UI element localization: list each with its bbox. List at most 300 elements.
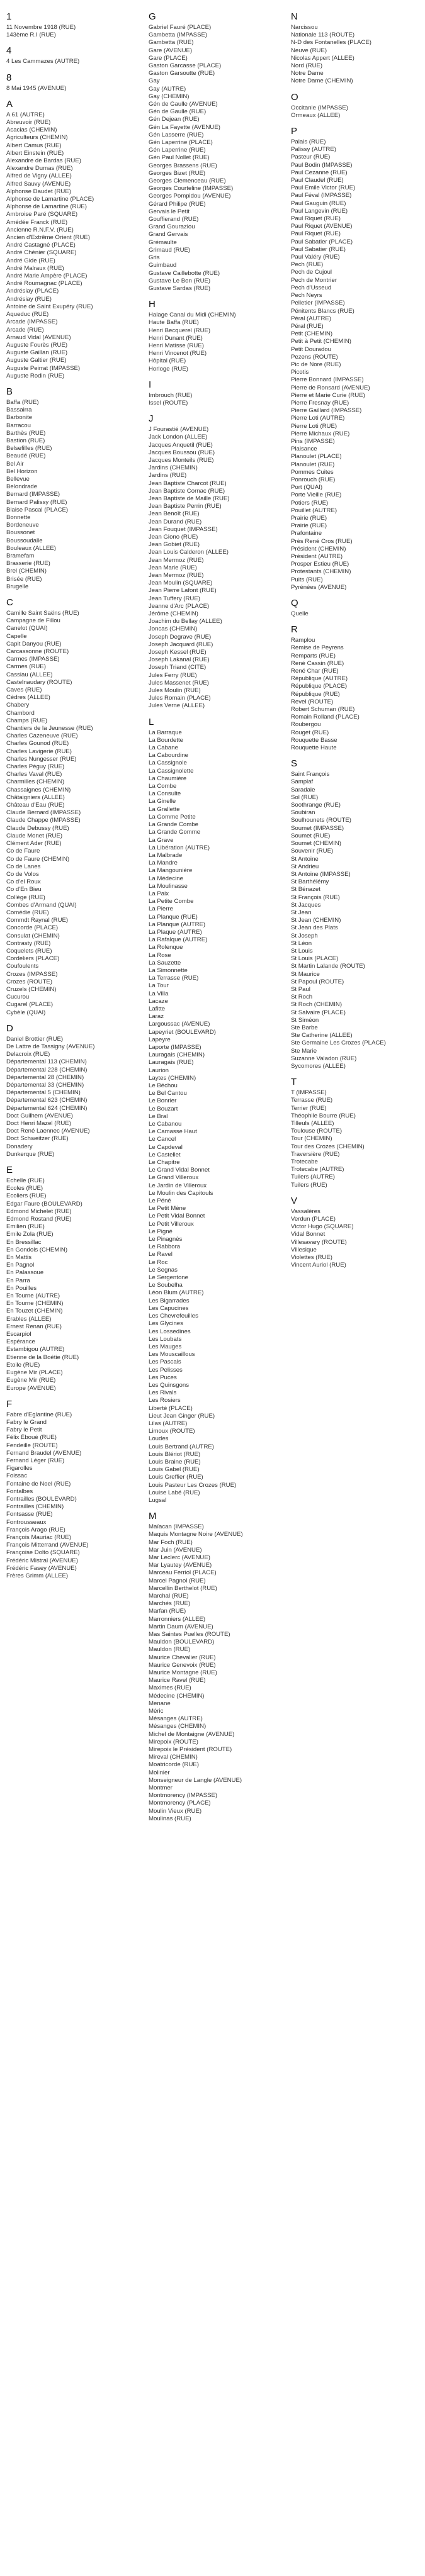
street-name: Moatricorde (RUE) [149, 1761, 199, 1769]
index-column-3 [291, 11, 425, 1823]
street-name: Mésanges (CHEMIN) [149, 1723, 207, 1730]
street-name: Etoile (RUE) [6, 1361, 40, 1369]
street-name: René Cassin (RUE) [291, 659, 344, 667]
street-name: Félix Éboué (RUE) [6, 1434, 57, 1442]
street-list [149, 311, 286, 373]
street-name: La Rose [149, 951, 171, 959]
street-name: Arcade (IMPASSE) [6, 318, 58, 326]
street-name: Le Péné [149, 1197, 171, 1205]
letter-section [149, 717, 286, 1505]
street-name: Gén Laperrine (RUE) [149, 147, 206, 154]
street-name: Lapeyriet (BOULEVARD) [149, 1028, 216, 1036]
street-name: Jack London (ALLEE) [149, 434, 208, 441]
street-name: La Cassignole [149, 759, 187, 767]
street-name: Victor Hugo (SQUARE) [291, 1223, 354, 1231]
street-name: En Pouilles [6, 1284, 37, 1292]
street-name: Jean Louis Calderon (ALLEE) [149, 549, 229, 556]
street-name: St Siméon [291, 1016, 319, 1024]
street-name: Le Bouzart [149, 1105, 178, 1112]
street-name: Georges Brassens (RUE) [149, 162, 217, 169]
street-name: Horloge (RUE) [149, 365, 188, 372]
street-name: Castelnaudary (ROUTE) [6, 678, 72, 686]
street-name: Doct René Laennec (AVENUE) [6, 1128, 90, 1135]
street-name: Soubiran [291, 809, 315, 817]
street-name: Maïacan (IMPASSE) [149, 1523, 204, 1531]
street-name: Le Ravel [149, 1251, 173, 1258]
street-name: Maurice Ravel (RUE) [149, 1677, 206, 1684]
street-name: Ecoliers (RUE) [6, 1192, 47, 1200]
street-name: Brasserie (RUE) [6, 560, 50, 568]
street-name: Planoulet (RUE) [291, 461, 335, 468]
street-name: Co de Lanes [6, 863, 41, 870]
street-list [149, 729, 286, 1505]
street-name: Jean Baptiste Cornac (RUE) [149, 487, 225, 495]
street-name: Henri Dunant (RUE) [149, 334, 203, 342]
letter-section [6, 72, 144, 92]
street-name: Joseph Degrave (RUE) [149, 633, 212, 641]
street-list [149, 24, 286, 293]
street-name: Hôpital (RUE) [149, 357, 186, 365]
street-name: Limoux (ROUTE) [149, 1428, 195, 1435]
letter-section [291, 1196, 425, 1270]
street-name: Haute Baffa (RUE) [149, 319, 199, 327]
street-name: T (IMPASSE) [291, 1089, 327, 1097]
street-name: Tour des Crozes (CHEMIN) [291, 1143, 365, 1150]
street-name: Andrésiay (RUE) [6, 295, 52, 303]
street-name: Pech Neyrs [291, 292, 322, 300]
street-name: Bernard (IMPASSE) [6, 491, 60, 498]
street-name: Joncas (CHEMIN) [149, 625, 198, 633]
street-name: Brugelle [6, 583, 29, 590]
street-name: St Roch (CHEMIN) [291, 1001, 343, 1009]
street-name: La Mandre [149, 860, 178, 867]
street-name: St Jean (CHEMIN) [291, 917, 341, 924]
street-name: Mirepoix (ROUTE) [149, 1738, 198, 1745]
street-name: Auguste Gaillan (RUE) [6, 349, 68, 357]
street-name: Lauragais (CHEMIN) [149, 1051, 205, 1059]
section-letter-heading: G [149, 11, 156, 22]
street-name: Mauldon (RUE) [149, 1646, 191, 1654]
street-name: Pierre de Ronsard (AVENUE) [291, 384, 370, 391]
street-name: Gén Dejean (RUE) [149, 116, 200, 123]
street-name: Trotecabe (AUTRE) [291, 1166, 344, 1173]
street-name: Suzanne Valadon (RUE) [291, 1055, 357, 1062]
street-name: Pommes Cuites [291, 468, 334, 476]
street-name: Mireval (CHEMIN) [149, 1754, 198, 1761]
street-name: Jules Ferry (RUE) [149, 671, 197, 679]
street-name: Cybèle (QUAI) [6, 1009, 46, 1016]
street-list [149, 392, 286, 407]
street-name: Aqueduc (RUE) [6, 311, 49, 318]
street-name: Terrasse (RUE) [291, 1097, 333, 1104]
street-name: Ste Germaine Les Crozes (PLACE) [291, 1039, 386, 1047]
street-name: Gare (PLACE) [149, 54, 188, 62]
street-name: Echelle (RUE) [6, 1177, 45, 1185]
street-name: Planoulet (PLACE) [291, 453, 342, 461]
street-name: Capit Danyou (RUE) [6, 640, 62, 647]
section-letter-heading: N [291, 11, 298, 22]
street-name: Verdun (PLACE) [291, 1216, 336, 1223]
letter-section [6, 11, 144, 39]
street-name: La Planque (RUE) [149, 913, 198, 921]
street-name: Grimaud (RUE) [149, 246, 191, 254]
street-name: Tilleuls (ALLEE) [291, 1120, 334, 1127]
street-name: Ancien d'Extrême Orient (RUE) [6, 234, 90, 242]
street-name: Potiers (RUE) [291, 499, 329, 507]
street-name: Joseph Jacquard (RUE) [149, 641, 213, 648]
street-list [291, 1208, 425, 1270]
street-name: Les Rosiers [149, 1397, 181, 1404]
street-name: Foissac [6, 1472, 28, 1480]
street-name: Le Castellet [149, 1151, 181, 1158]
street-name: Jules Moulin (RUE) [149, 687, 201, 695]
street-name: Jean Gobiet (RUE) [149, 541, 200, 549]
letter-section [6, 45, 144, 65]
street-name: En Mattis [6, 1254, 31, 1262]
street-name: En Tourne (CHEMIN) [6, 1300, 64, 1308]
section-letter-heading: L [149, 716, 154, 727]
street-name: Carmes (RUE) [6, 663, 46, 671]
street-name: Ancienne R.N.F.V. (RUE) [6, 226, 74, 233]
street-name: Jean Baptiste Perrin (RUE) [149, 503, 222, 510]
street-name: Caves (RUE) [6, 686, 42, 694]
street-list [6, 58, 144, 65]
street-name: Château d'Eau (RUE) [6, 802, 65, 809]
street-name: Le Bral [149, 1112, 168, 1120]
street-name: Maquis Montagne Noire (AVENUE) [149, 1531, 243, 1538]
letter-section [149, 1511, 286, 1823]
street-name: Pyrénées (AVENUE) [291, 583, 347, 591]
street-name: François Mitterrand (AVENUE) [6, 1542, 89, 1549]
street-name: Gay (CHEMIN) [149, 92, 190, 100]
street-name: Grand Gouraziou [149, 223, 195, 231]
street-name: Laporte (IMPASSE) [149, 1043, 201, 1051]
street-name: Gén Lasserre (RUE) [149, 131, 204, 138]
letter-section [6, 99, 144, 380]
street-name: Louis Greffier (RUE) [149, 1474, 203, 1481]
street-name: Michel de Montaigne (AVENUE) [149, 1730, 235, 1738]
street-name: Président (CHEMIN) [291, 545, 346, 552]
street-list [291, 610, 425, 618]
street-name: Emilien (RUE) [6, 1223, 45, 1231]
street-name: Départemental 624 (CHEMIN) [6, 1104, 88, 1112]
letter-section [6, 1023, 144, 1158]
street-name: Jean Tuffery (RUE) [149, 595, 200, 602]
street-name: Gén Paul Nollet (RUE) [149, 154, 210, 162]
street-name: La Grave [149, 836, 174, 844]
street-name: Bastion (RUE) [6, 437, 45, 444]
street-name: Frédéric Fasey (AVENUE) [6, 1564, 77, 1572]
street-name: Soumet (RUE) [291, 832, 331, 839]
street-name: Lauragais (RUE) [149, 1059, 194, 1067]
street-name: Gén de Gaulle (RUE) [149, 108, 207, 116]
street-name: Carcassonne (ROUTE) [6, 648, 69, 656]
street-name: Pezens (ROUTE) [291, 353, 338, 361]
street-name: Paul Langevin (RUE) [291, 207, 348, 215]
street-name: Grémaulte [149, 238, 177, 246]
street-name: Marcel Pagnol (RUE) [149, 1577, 206, 1584]
street-name: Nord (RUE) [291, 62, 323, 70]
letter-section [291, 92, 425, 120]
street-name: Ramplou [291, 637, 315, 644]
street-name: Fontaine de Noel (RUE) [6, 1480, 71, 1487]
street-name: Prairie (RUE) [291, 522, 327, 530]
street-name: La Pierre [149, 905, 173, 913]
street-name: Brisée (RUE) [6, 575, 42, 583]
street-name: La Moulinasse [149, 882, 188, 890]
street-name: Pierre Bonnard (IMPASSE) [291, 376, 364, 384]
street-name: Marchés (RUE) [149, 1600, 191, 1608]
street-name: Prairie (RUE) [291, 514, 327, 522]
street-name: Mar Juin (AVENUE) [149, 1546, 202, 1554]
street-name: Le Bonrier [149, 1097, 177, 1105]
section-letter-heading: I [149, 379, 152, 390]
street-name: St Andrieu [291, 863, 319, 870]
section-letter-heading: O [291, 91, 298, 103]
street-name: Gambetta (IMPASSE) [149, 31, 208, 39]
street-name: St François (RUE) [291, 893, 340, 901]
street-name: Paul Sabatier (PLACE) [291, 238, 353, 245]
street-name: Lapeyre [149, 1036, 171, 1043]
street-name: Picotis [291, 369, 309, 376]
street-name: Notre Dame [291, 70, 324, 77]
street-name: La Petite Combe [149, 898, 194, 905]
street-name: Jean Giono (RUE) [149, 533, 198, 540]
street-name: Marfan (RUE) [149, 1608, 186, 1615]
street-name: Saradale [291, 786, 315, 793]
street-name: La Paix [149, 890, 169, 897]
street-name: Le Cancel [149, 1136, 176, 1143]
street-name: Issel (ROUTE) [149, 399, 188, 406]
street-name: Tuilers (RUE) [291, 1181, 327, 1189]
street-name: St Martin Lalande (ROUTE) [291, 963, 365, 970]
street-name: Les Chevrefeuilles [149, 1313, 198, 1320]
street-name: Violettes (RUE) [291, 1254, 332, 1262]
street-name: André Marie Ampère (PLACE) [6, 272, 88, 280]
street-name: Jean Marie (RUE) [149, 564, 197, 571]
street-name: Départemental 113 (CHEMIN) [6, 1058, 87, 1066]
street-name: Les Bigarrades [149, 1297, 190, 1304]
street-list [291, 1089, 425, 1189]
street-name: Estambigou (AUTRE) [6, 1346, 65, 1353]
letter-section [291, 758, 425, 1070]
street-name: Le Petit Vidal Bonnet [149, 1212, 205, 1220]
street-name: Porte Vieille (RUE) [291, 491, 342, 499]
street-name: Agriculteurs (CHEMIN) [6, 134, 68, 142]
street-name: Le Pigné [149, 1228, 173, 1235]
street-list [149, 426, 286, 710]
street-name: Châtaigniers (ALLEE) [6, 793, 65, 801]
street-name: St Papoul (ROUTE) [291, 978, 344, 985]
street-name: Auguste Peirrat (IMPASSE) [6, 364, 81, 372]
street-name: Collège (RUE) [6, 893, 45, 901]
letter-section [291, 126, 425, 591]
street-name: Péral (RUE) [291, 322, 324, 330]
street-name: Paul Riquet (RUE) [291, 230, 341, 238]
street-name: Ormeaux (ALLEE) [291, 111, 341, 119]
street-name: Arcade (RUE) [6, 326, 44, 333]
street-name: Françoise Dolto (SQUARE) [6, 1549, 80, 1557]
street-name: Barthès (RUE) [6, 429, 46, 437]
street-name: St Bénazet [291, 886, 320, 893]
street-name: Pierre Loti (RUE) [291, 422, 337, 430]
street-name: En Pagnol [6, 1262, 35, 1269]
street-name: N-D des Fontanelles (PLACE) [291, 39, 371, 47]
street-name: De Lattre de Tassigny (AVENUE) [6, 1043, 95, 1050]
street-name: Doct Guilhem (AVENUE) [6, 1112, 73, 1119]
street-name: Toulouse (ROUTE) [291, 1128, 343, 1135]
street-name: Louis Braine (RUE) [149, 1458, 201, 1465]
street-name: Bel Horizon [6, 468, 38, 475]
street-name: Robert Schuman (RUE) [291, 706, 355, 714]
street-name: Claude Bernard (IMPASSE) [6, 809, 81, 817]
street-name: Villesavary (ROUTE) [291, 1238, 347, 1246]
street-name: Fabry le Grand [6, 1418, 47, 1426]
index-column-2 [149, 11, 286, 1823]
street-name: Gay (AUTRE) [149, 85, 186, 92]
street-name: Co de Faure (CHEMIN) [6, 855, 70, 863]
street-name: Paul Bodin (IMPASSE) [291, 161, 353, 169]
street-name: Laurion [149, 1067, 169, 1074]
street-name: Antoine de Saint Exupéry (RUE) [6, 303, 93, 310]
street-name: La Terrasse (RUE) [149, 975, 199, 982]
street-name: Le Béchou [149, 1082, 178, 1089]
letter-section [291, 1077, 425, 1189]
street-name: Président (AUTRE) [291, 553, 343, 560]
street-name: Co d'En Bieu [6, 886, 42, 893]
section-letter-heading: H [149, 299, 156, 310]
street-name: Le Pinagnès [149, 1236, 183, 1243]
street-name: Pénitents Blancs (RUE) [291, 307, 354, 315]
street-name: St Joseph [291, 932, 318, 939]
street-name: Pech (RUE) [291, 261, 324, 269]
street-name: Tour (CHEMIN) [291, 1135, 332, 1143]
street-name: Le Capdeval [149, 1143, 183, 1151]
street-list [291, 24, 425, 86]
street-name: Pierre Loti (AUTRE) [291, 415, 345, 422]
street-name: Champs (RUE) [6, 717, 48, 724]
street-name: La Ginelle [149, 798, 176, 805]
street-name: Le Petit Villeroux [149, 1220, 194, 1228]
street-name: Chambord [6, 709, 35, 717]
street-name: Lilas (AUTRE) [149, 1420, 188, 1427]
street-name: Soumet (CHEMIN) [291, 840, 341, 848]
street-name: Vincent Auriol (RUE) [291, 1262, 346, 1269]
street-name: Edgar Faure (BOULEVARD) [6, 1200, 82, 1207]
street-name: Andrésiay (PLACE) [6, 288, 59, 295]
street-name: Acacias (CHEMIN) [6, 126, 57, 134]
street-name: Etienne de la Boétie (RUE) [6, 1353, 79, 1361]
street-name: Georges Pompidou (AVENUE) [149, 193, 231, 200]
letter-section [6, 597, 144, 1017]
street-name: Petit (CHEMIN) [291, 330, 333, 338]
street-name: Protestants (CHEMIN) [291, 568, 351, 576]
street-name: Jules Massenet (RUE) [149, 679, 209, 686]
street-name: Remparts (RUE) [291, 652, 336, 659]
street-name: En Touzet (CHEMIN) [6, 1308, 63, 1315]
street-name: Jules Verne (ALLEE) [149, 702, 205, 710]
section-letter-heading: 8 [6, 72, 12, 83]
street-name: République (PLACE) [291, 683, 348, 690]
street-name: La Consulte [149, 790, 181, 798]
street-name: St Barthélémy [291, 878, 329, 886]
section-letter-heading: J [149, 413, 154, 425]
street-name: 8 Mai 1945 (AVENUE) [6, 84, 67, 92]
street-name: Dunkerque (RUE) [6, 1150, 55, 1158]
street-name: Gay [149, 77, 160, 85]
street-name: Alexandre Dumas (RUE) [6, 165, 73, 172]
street-name: Cordeliers (PLACE) [6, 955, 60, 963]
street-name: Vidal Bonnet [291, 1231, 326, 1238]
street-name: Palissy (AUTRE) [291, 146, 336, 154]
street-name: Laraz [149, 1013, 164, 1021]
street-name: Auguste Galtier (RUE) [6, 357, 67, 364]
street-list [291, 104, 425, 120]
street-name: Traversière (RUE) [291, 1150, 340, 1158]
street-name: Le Segnas [149, 1266, 178, 1274]
street-name: Petit à Petit (CHEMIN) [291, 338, 351, 345]
street-name: Départemental 623 (CHEMIN) [6, 1097, 88, 1104]
street-name: Fontalbes [6, 1487, 33, 1495]
street-name: Capelle [6, 632, 27, 640]
section-letter-heading: E [6, 1165, 13, 1176]
street-name: Laytes (CHEMIN) [149, 1074, 196, 1082]
street-name: Gustave Caillebotte (RUE) [149, 269, 220, 277]
street-name: Notre Dame (CHEMIN) [291, 77, 353, 85]
street-name: Louis Blériot (RUE) [149, 1450, 201, 1458]
street-name: Soothrange (RUE) [291, 802, 341, 809]
street-name: Les Glycines [149, 1320, 183, 1328]
street-name: Pasteur (RUE) [291, 154, 331, 161]
street-name: Occitanie (IMPASSE) [291, 104, 348, 111]
street-name: Campagne de Fillou [6, 617, 60, 625]
street-name: Claude Chappe (IMPASSE) [6, 817, 81, 824]
street-name: Paul Emile Victor (RUE) [291, 184, 356, 192]
street-name: La Planque (AUTRE) [149, 921, 206, 928]
street-name: Alexandre de Bardas (RUE) [6, 157, 81, 165]
street-name: La Simonnette [149, 966, 188, 974]
street-name: Départemental 228 (CHEMIN) [6, 1066, 88, 1073]
letter-section [149, 379, 286, 407]
street-name: Péral (AUTRE) [291, 315, 331, 322]
section-letter-heading: 4 [6, 45, 12, 57]
street-name: Les Rivals [149, 1389, 177, 1397]
street-name: Joseph Kessel (RUE) [149, 649, 207, 656]
street-name: François Mauriac (RUE) [6, 1533, 71, 1541]
street-name: Gén de Gaulle (AVENUE) [149, 101, 218, 108]
street-name: André Malraux (RUE) [6, 264, 64, 272]
street-name: Louise Labé (RUE) [149, 1489, 200, 1496]
street-name: La Cabourdine [149, 752, 188, 759]
street-name: La Cabane [149, 744, 178, 752]
street-name: Paul Sabatier (RUE) [291, 245, 346, 253]
street-name: Jean Baptiste Charcot (RUE) [149, 479, 227, 487]
street-list [6, 111, 144, 380]
street-name: Revel (ROUTE) [291, 698, 334, 705]
street-name: Henri Vincenot (RUE) [149, 350, 207, 357]
street-name: Lacaze [149, 997, 168, 1005]
street-name: Auguste Rodin (RUE) [6, 372, 65, 379]
section-letter-heading: C [6, 597, 13, 608]
street-name: République (AUTRE) [291, 675, 348, 683]
street-name: Mar Lyautey (AVENUE) [149, 1562, 212, 1569]
street-name: Vassalères [291, 1207, 320, 1215]
street-name: Bassairra [6, 406, 32, 414]
street-name: St Salvaire (PLACE) [291, 1009, 346, 1016]
street-name: Fernand Braudel (AVENUE) [6, 1449, 82, 1457]
street-name: La Rafalque (AUTRE) [149, 936, 208, 944]
street-name: Louis Bertrand (AUTRE) [149, 1443, 214, 1450]
